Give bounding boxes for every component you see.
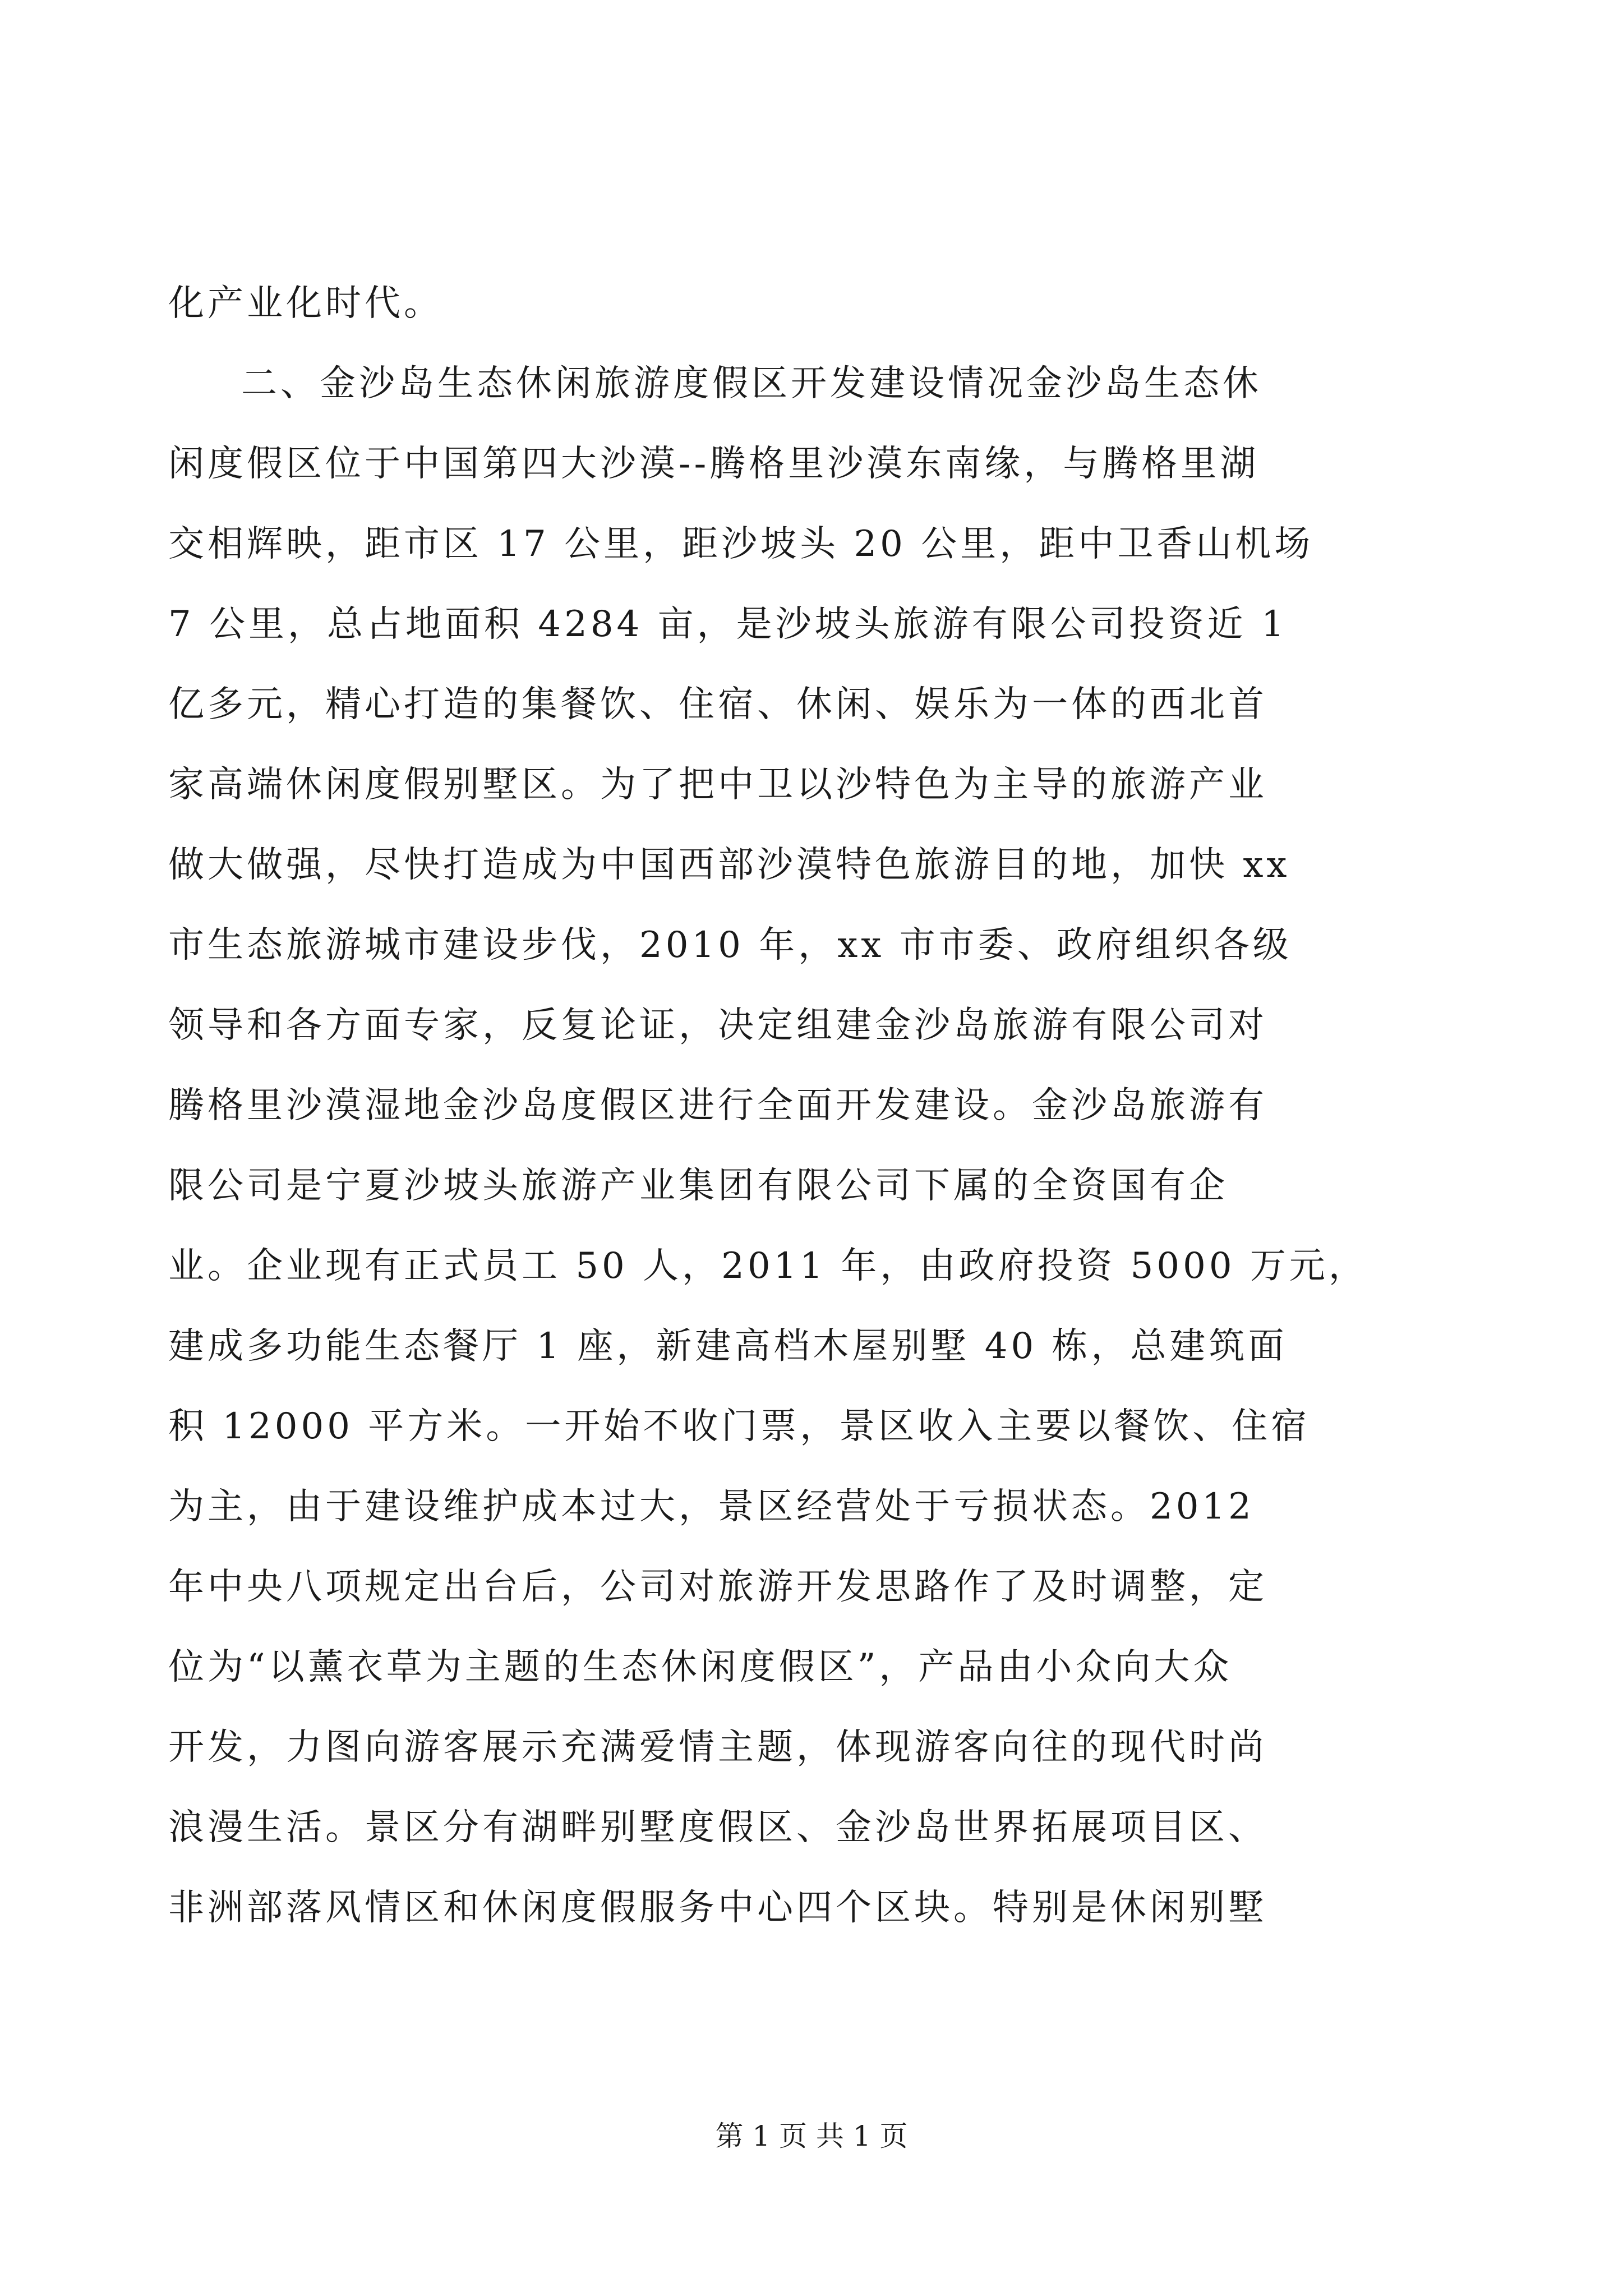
text-line: 限公司是宁夏沙坡头旅游产业集团有限公司下属的全资国有企 xyxy=(168,1165,1228,1207)
text-line: 浪漫生活。景区分有湖畔别墅度假区、金沙岛世界拓展项目区、 xyxy=(168,1807,1267,1848)
text-line: 积 12000 平方米。一开始不收门票，景区收入主要以餐饮、住宿 xyxy=(168,1406,1311,1447)
text-line: 交相辉映，距市区 17 公里，距沙坡头 20 公里，距中卫香山机场 xyxy=(168,523,1314,565)
text-line: 市生态旅游城市建设步伐，2010 年，xx 市市委、政府组织各级 xyxy=(168,924,1292,966)
text-line: 非洲部落风情区和休闲度假服务中心四个区块。特别是休闲别墅 xyxy=(168,1887,1267,1929)
text-line: 做大做强，尽快打造成为中国西部沙漠特色旅游目的地，加快 xx xyxy=(168,844,1290,886)
text-line: 年中央八项规定出台后，公司对旅游开发思路作了及时调整，定 xyxy=(168,1566,1267,1608)
text-line: 位为“以薰衣草为主题的生态休闲度假区”，产品由小众向大众 xyxy=(168,1646,1233,1688)
text-line: 亿多元，精心打造的集餐饮、住宿、休闲、娱乐为一体的西北首 xyxy=(168,684,1267,725)
text-line: 二、金沙岛生态休闲旅游度假区开发建设情况金沙岛生态休 xyxy=(241,363,1262,404)
text-line: 为主，由于建设维护成本过大，景区经营处于亏损状态。2012 xyxy=(168,1486,1255,1527)
body-text xyxy=(168,264,1458,1948)
text-line: 闲度假区位于中国第四大沙漠--腾格里沙漠东南缘，与腾格里湖 xyxy=(168,443,1260,485)
text-line: 家高端休闲度假别墅区。为了把中卫以沙特色为主导的旅游产业 xyxy=(168,764,1267,806)
text-line: 腾格里沙漠湿地金沙岛度假区进行全面开发建设。金沙岛旅游有 xyxy=(168,1085,1267,1126)
page-number-footer: 第 1 页 共 1 页 xyxy=(715,2120,908,2152)
text-line: 7 公里，总占地面积 4284 亩，是沙坡头旅游有限公司投资近 1 xyxy=(168,604,1288,645)
text-line: 领导和各方面专家，反复论证，决定组建金沙岛旅游有限公司对 xyxy=(168,1005,1267,1046)
text-line: 业。企业现有正式员工 50 人，2011 年，由政府投资 5000 万元， xyxy=(168,1245,1368,1287)
text-line: 化产业化时代。 xyxy=(168,283,443,324)
text-line: 建成多功能生态餐厅 1 座，新建高档木屋别墅 40 栋，总建筑面 xyxy=(168,1326,1288,1367)
text-line: 开发，力图向游客展示充满爱情主题，体现游客向往的现代时尚 xyxy=(168,1727,1267,1768)
